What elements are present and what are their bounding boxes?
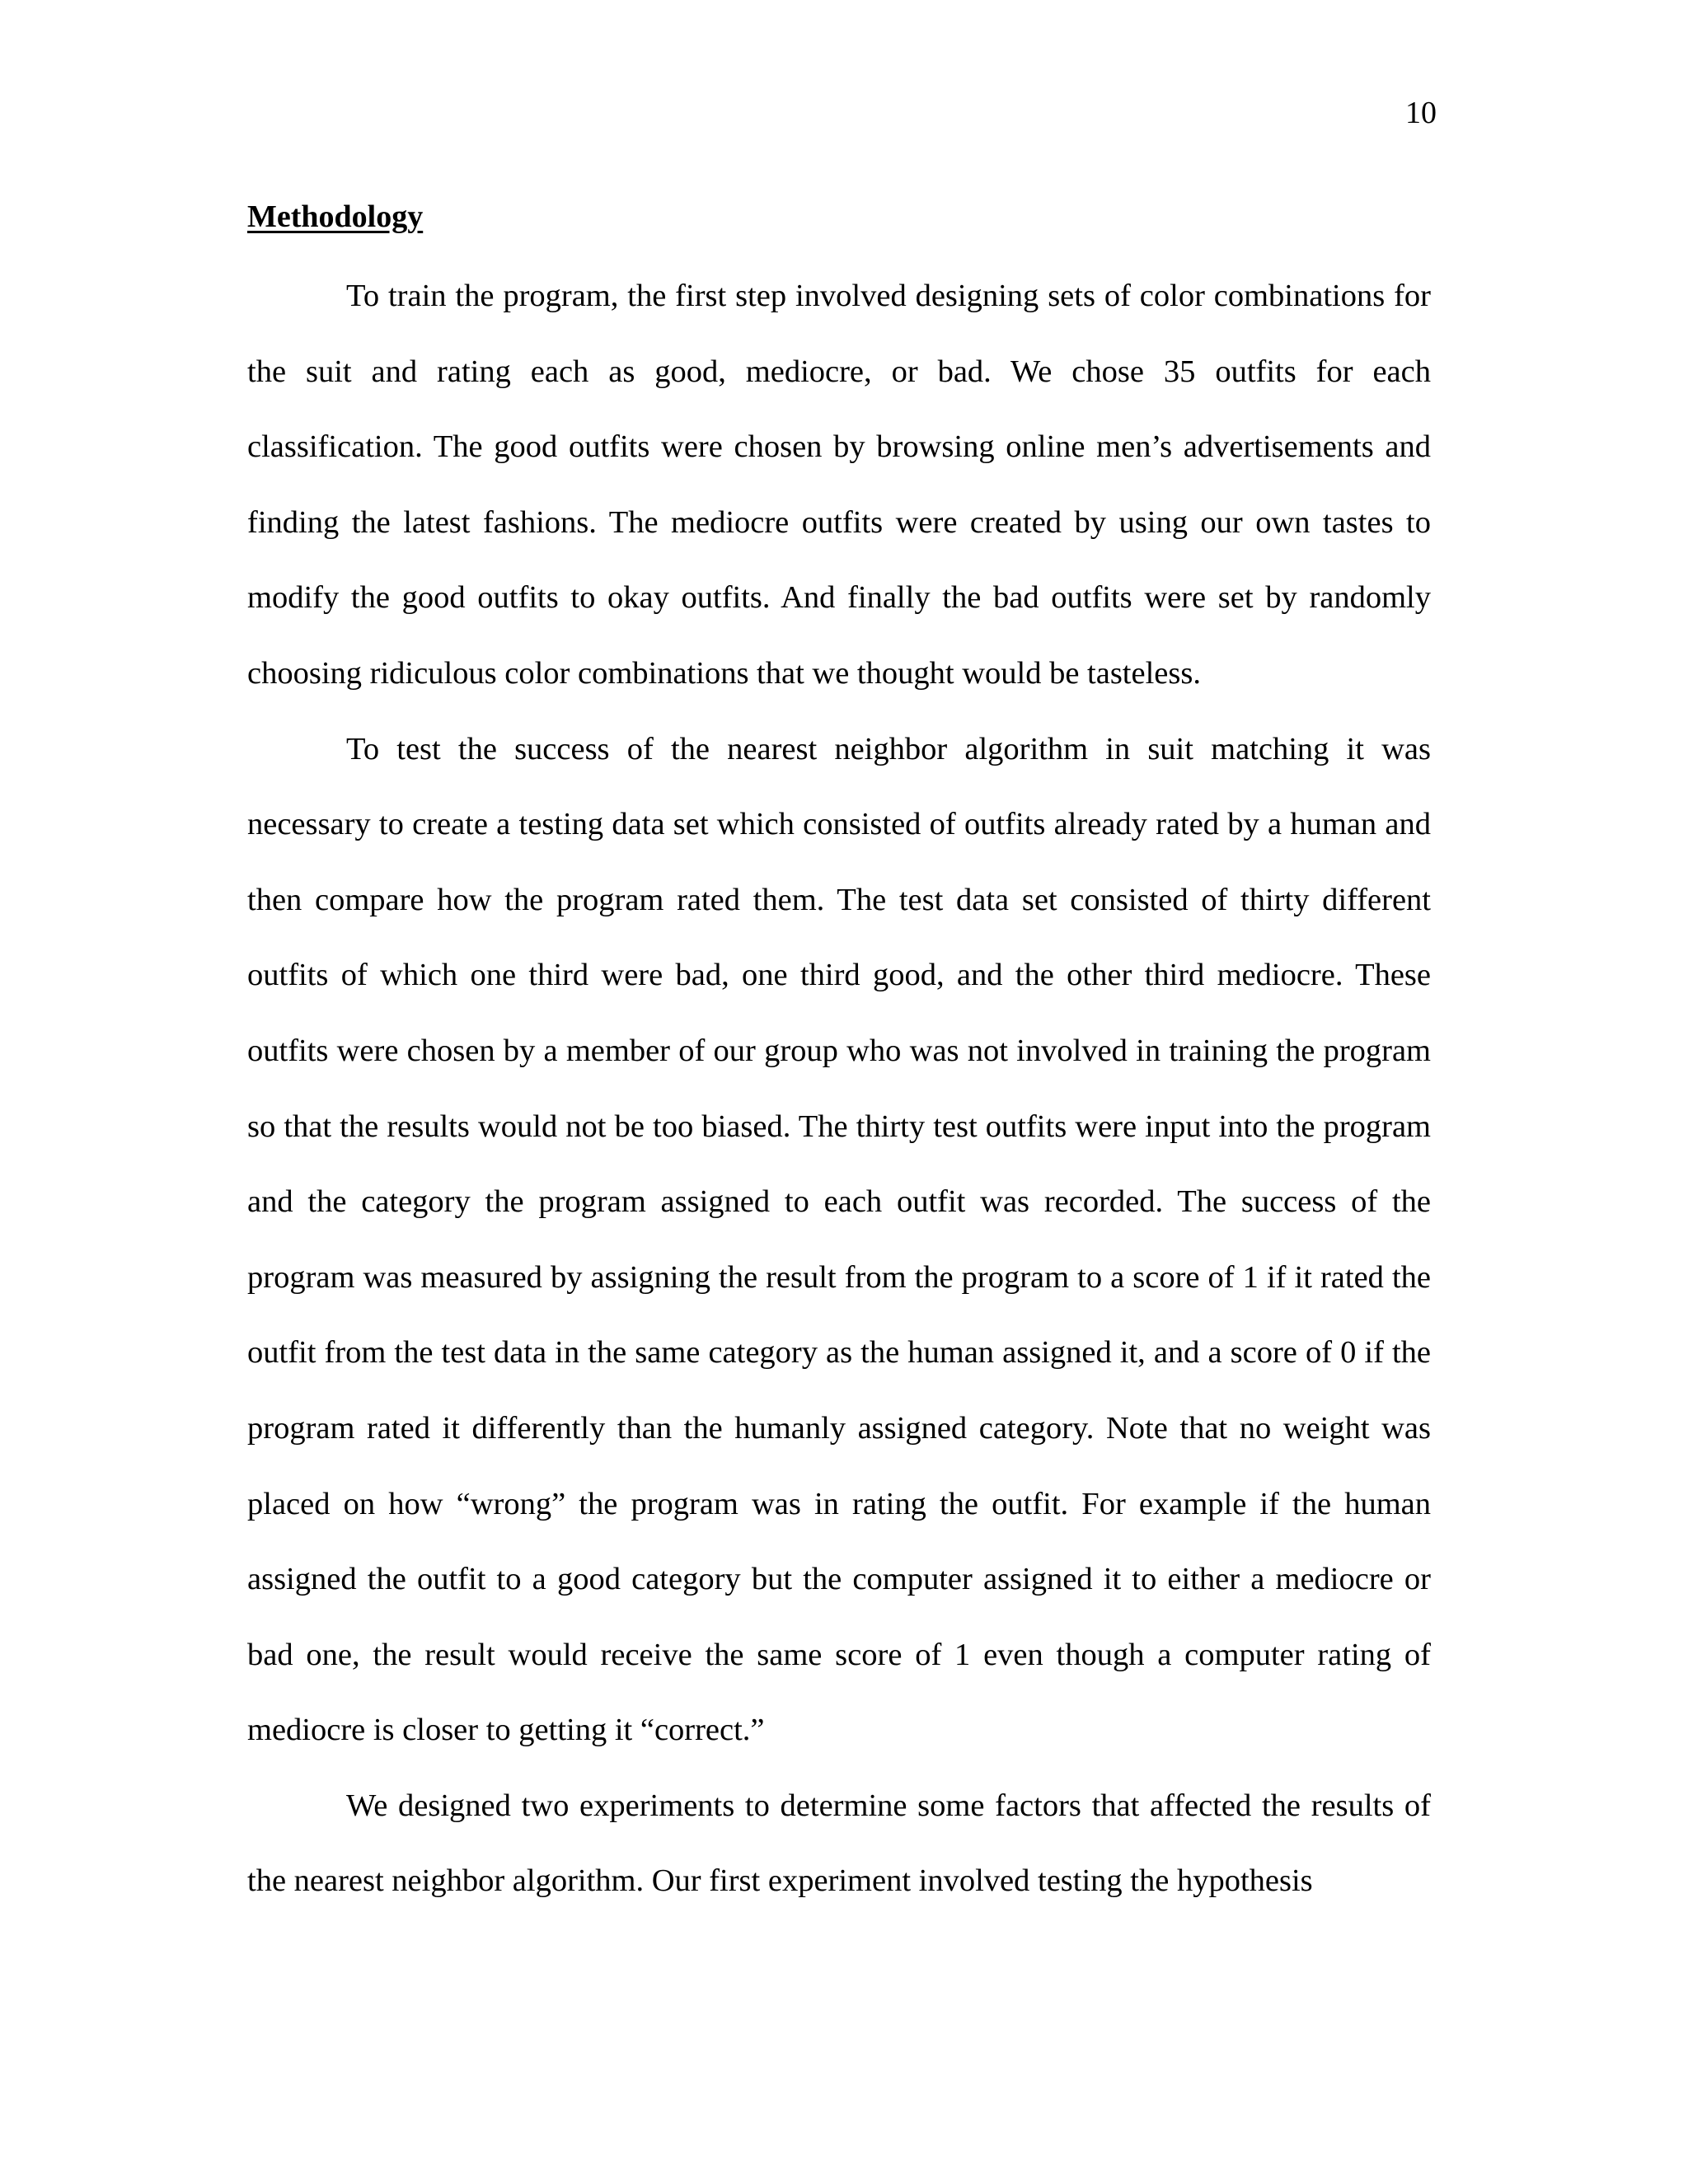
page-content <box>247 198 1431 1919</box>
paragraph-experiments: We designed two experiments to determine some factors that affected the results of the nearest neighbor algorithm. Our first experiment involved testing the hypothesis <box>247 1788 1431 1899</box>
paragraph-training: To train the program, the first step involved designing sets of color combinations for the suit and rating each as good, mediocre, or bad. We chose 35 outfits for each classification. The good outfits were chosen by browsing online men’s advertisements and finding the latest fashions. The mediocre outfits were created by using our own tastes to modify the good outfits to okay outfits. And finally the bad outfits were set by randomly choosing ridiculous color combinations that we thought would be tasteless. <box>247 279 1431 691</box>
paragraph-testing: To test the success of the nearest neighbor algorithm in suit matching it was necessary to create a testing data set which consisted of outfits already rated by a human and then compare how the program rated them. The test data set consisted of thirty different outfits of which one third were bad, one third good, and the other third mediocre. These outfits were chosen by a member of our group who was not involved in training the program so that the results would not be too biased. The thirty test outfits were input into the program and the category the program assigned to each outfit was recorded. The success of the program was measured by assigning the result from the program to a score of 1 if it rated the outfit from the test data in the same category as the human assigned it, and a score of 0 if the program rated it differently than the humanly assigned category. Note that no weight was placed on how “wrong” the program was in rating the outfit. For example if the human assigned the outfit to a good category but the computer assigned it to either a mediocre or bad one, the result would receive the same score of 1 even though a computer rating of mediocre is closer to getting it “correct.” <box>247 731 1431 1748</box>
section-heading: Methodology <box>247 199 424 234</box>
page-number: 10 <box>1405 96 1437 130</box>
